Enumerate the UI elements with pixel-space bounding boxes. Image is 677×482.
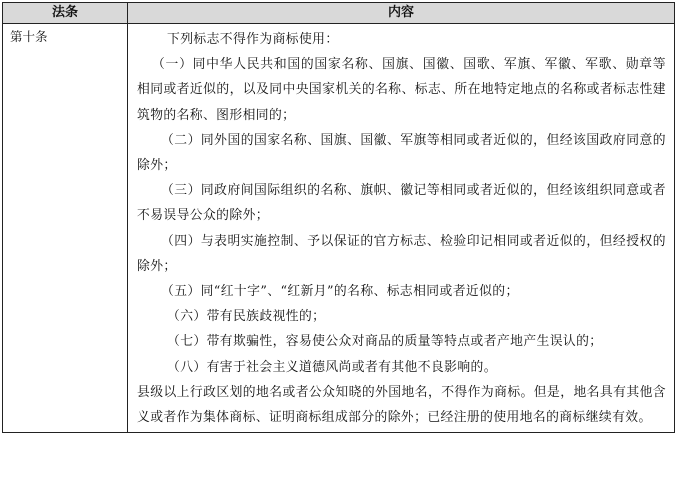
law-table [2,2,675,433]
paragraph-intro: 下列标志不得作为商标使用： [167,32,339,47]
paragraph-item-7: （七）带有欺骗性，容易使公众对商品的质量等特点或者产地产生误认的； [167,334,603,350]
header-article: 法条 [3,3,128,24]
article-cell: 第十条 [3,24,128,433]
table-row [3,24,675,433]
paragraph-item-1: （一）同中华人民共和国的国家名称、国旗、国徽、国歌、军旗、军徽、军歌、勋章等相同或者近似的，以及同中央国家机关的名称、标志、所在地特定地点的名称或者标志性建筑物的名称、图形相同的； [137,57,666,123]
paragraph-item-2: （二）同外国的国家名称、国旗、国徽、军旗等相同或者近似的，但经该国政府同意的除外； [137,132,666,174]
paragraph-item-6: （六）带有民族歧视性的； [167,309,326,325]
paragraph-item-3: （三）同政府间国际组织的名称、旗帜、徽记等相同或者近似的，但经该组织同意或者不易误导公众的除外； [137,183,666,224]
paragraph-item-4: （四）与表明实施控制、予以保证的官方标志、检验印记相同或者近似的，但经授权的除外； [137,233,666,274]
paragraph-item-8: （八）有害于社会主义道德风尚或者有其他不良影响的。 [167,359,497,375]
paragraph-item-5: （五）同“红十字”、“红新月”的名称、标志相同或者近似的； [161,284,519,300]
content-cell [128,24,675,433]
header-row [3,3,675,24]
paragraph-place-names: 县级以上行政区划的地名或者公众知晓的外国地名，不得作为商标。但是，地名具有其他含义或者作为集体商标、证明商标组成部分的除外；已经注册的使用地名的商标继续有效。 [137,384,666,426]
header-content: 内容 [128,3,675,24]
